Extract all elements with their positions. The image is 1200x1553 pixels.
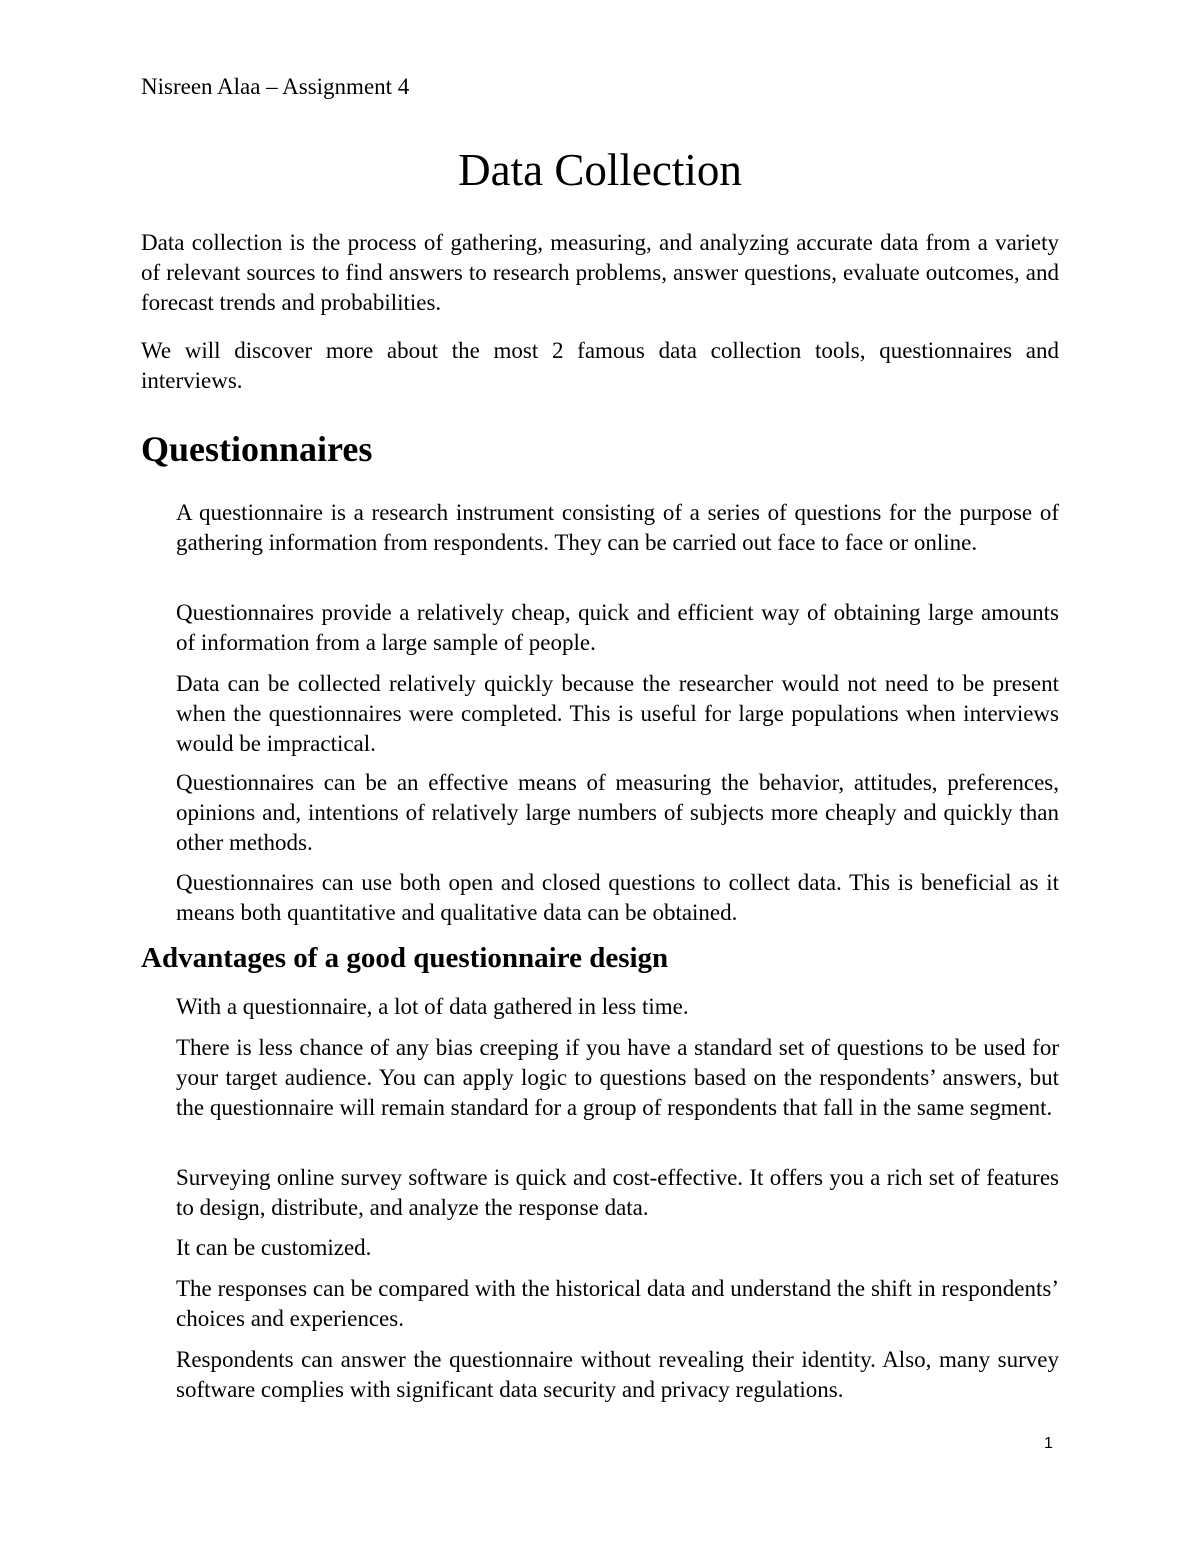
- advantages-paragraph: With a questionnaire, a lot of data gathered in less time.: [176, 994, 689, 1019]
- intro-paragraph: We will discover more about the most 2 famous data collection tools, questionnaires and interviews.: [141, 338, 1059, 393]
- advantages-paragraph: There is less chance of any bias creeping if you have a standard set of questions to be used for your target audience. You can apply logic to questions based on the respondents’ answers, but the questionnaire will remain standard for a group of respondents that fall in the same segment.: [176, 1035, 1059, 1120]
- questionnaires-paragraph: A questionnaire is a research instrument consisting of a series of questions for the purpose of gathering information from respondents. They can be carried out face to face or online.: [176, 500, 1059, 555]
- questionnaires-heading: Questionnaires: [141, 429, 373, 469]
- page-number: 1: [1044, 1435, 1053, 1452]
- questionnaires-paragraph: Questionnaires provide a relatively cheap, quick and efficient way of obtaining large amounts of information from a large sample of people.: [176, 600, 1059, 655]
- advantages-heading: Advantages of a good questionnaire design: [141, 942, 669, 974]
- advantages-paragraph: Respondents can answer the questionnaire without revealing their identity. Also, many survey software complies with significant data security and privacy regulations.: [176, 1347, 1059, 1402]
- questionnaires-paragraph: Questionnaires can use both open and closed questions to collect data. This is beneficial as it means both quantitative and qualitative data can be obtained.: [176, 870, 1059, 925]
- author-assignment-header: Nisreen Alaa – Assignment 4: [141, 74, 410, 99]
- advantages-paragraph: Surveying online survey software is quick and cost-effective. It offers you a rich set of features to design, distribute, and analyze the response data.: [176, 1165, 1059, 1220]
- advantages-paragraph: It can be customized.: [176, 1235, 372, 1260]
- document-title: Data Collection: [458, 145, 742, 195]
- intro-paragraph: Data collection is the process of gathering, measuring, and analyzing accurate data from a variety of relevant sources to find answers to research problems, answer questions, evaluate outcomes, and forecast trends and probabilities.: [141, 230, 1059, 315]
- questionnaires-paragraph: Questionnaires can be an effective means of measuring the behavior, attitudes, preferences, opinions and, intentions of relatively large numbers of subjects more cheaply and quickly than other methods.: [176, 770, 1059, 855]
- questionnaires-paragraph: Data can be collected relatively quickly because the researcher would not need to be present when the questionnaires were completed. This is useful for large populations when interviews would be impractical.: [176, 671, 1059, 756]
- advantages-paragraph: The responses can be compared with the historical data and understand the shift in respondents’ choices and experiences.: [176, 1276, 1059, 1331]
